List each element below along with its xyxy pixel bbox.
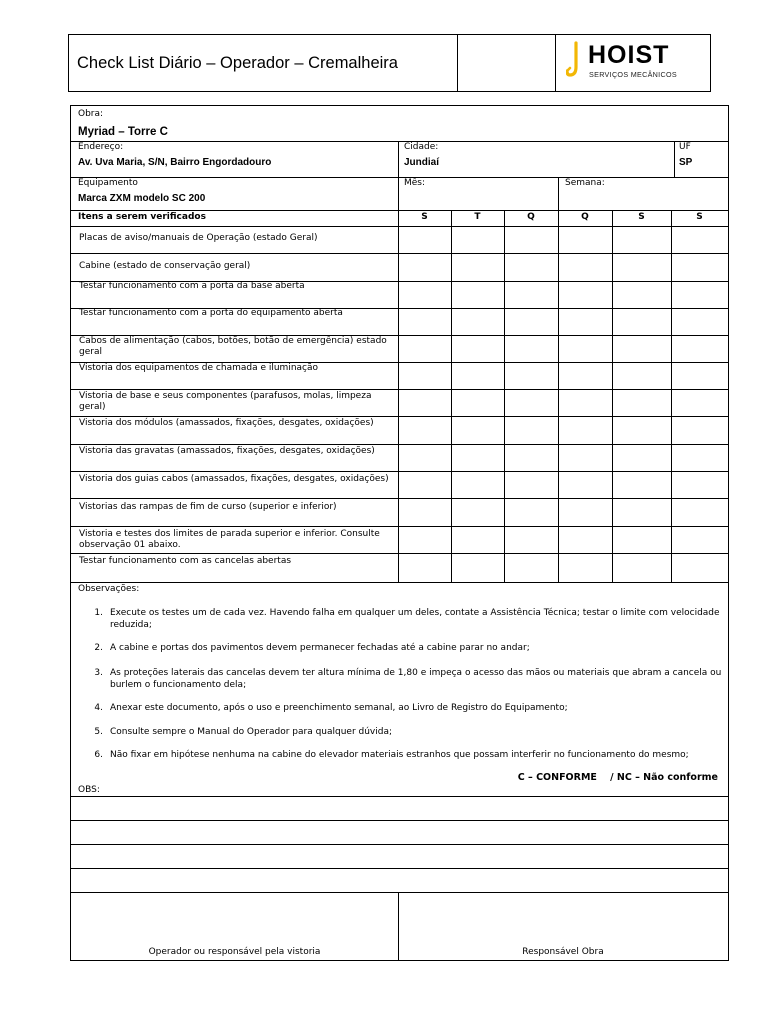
checklist-item: Vistoria de base e seus componentes (parafusos, molas, limpeza geral) (79, 391, 372, 412)
hoist-hook-icon (566, 41, 586, 81)
endereco-label: Endereço: (78, 142, 124, 152)
cidade-value: Jundiaí (404, 157, 440, 168)
equipamento-value: Marca ZXM modelo SC 200 (78, 193, 206, 204)
header-blank-cell (458, 35, 556, 91)
observation-text: Consulte sempre o Manual do Operador para qualquer dúvida; (110, 727, 393, 737)
signature-site-manager: Responsável Obra (522, 947, 604, 957)
observation-text: Não fixar em hipótese nenhuma na cabine do elevador materiais estranhos que possam interferir no funcionamento do mesmo; (110, 750, 689, 760)
checklist-item: Vistoria e testes dos limites de parada superior e inferior. Consulte observação 01 abaixo. (79, 529, 380, 550)
checklist-item: Placas de aviso/manuais de Operação (estado Geral) (79, 233, 318, 243)
obra-value: Myriad – Torre C (78, 126, 168, 138)
logo-brand: HOIST (588, 41, 670, 69)
logo-subtitle: SERVIÇOS MECÂNICOS (589, 70, 677, 79)
observation-number: 2. (94, 643, 103, 653)
items-header: Itens a serem verificados (78, 212, 206, 222)
observation-text: Anexar este documento, após o uso e preenchimento semanal, ao Livro de Registro do Equipamento; (110, 703, 568, 713)
signature-operator: Operador ou responsável pela vistoria (148, 947, 321, 957)
semana-label: Semana: (565, 178, 605, 188)
checklist-item: Cabine (estado de conservação geral) (79, 261, 251, 271)
checklist-item: Cabos de alimentação (cabos, botões, botão de emergência) estado geral (79, 336, 387, 357)
mes-label: Mês: (404, 178, 426, 188)
obs-label: OBS: (78, 785, 100, 795)
equipamento-label: Equipamento (78, 178, 138, 188)
checklist-item: Testar funcionamento com as cancelas abertas (79, 556, 292, 566)
checklist-item: Vistoria dos equipamentos de chamada e iluminação (79, 363, 319, 373)
observation-number: 6. (94, 750, 103, 760)
day-header: S (696, 212, 703, 222)
cidade-label: Cidade: (404, 142, 439, 152)
observation-number: 5. (94, 727, 103, 737)
checklist-item: Vistorias das rampas de fim de curso (superior e inferior) (79, 502, 337, 512)
uf-label: UF (679, 142, 691, 152)
uf-value: SP (679, 157, 693, 168)
checklist-item: Testar funcionamento com a porta do equipamento aberta (79, 308, 343, 318)
day-header: T (474, 212, 481, 222)
checklist-item: Testar funcionamento com a porta da base aberta (79, 281, 305, 291)
checklist-item: Vistoria dos guias cabos (amassados, fixações, desgates, oxidações) (79, 474, 389, 484)
observation-number: 1. (94, 608, 103, 618)
day-header: S (638, 212, 645, 222)
obra-label: Obra: (78, 109, 104, 119)
day-header: Q (581, 212, 589, 222)
hoist-logo (557, 35, 710, 91)
endereco-value: Av. Uva Maria, S/N, Bairro Engordadouro (78, 157, 272, 168)
checklist-form (70, 105, 729, 961)
document-header (68, 34, 711, 92)
observation-text: A cabine e portas dos pavimentos devem permanecer fechadas até a cabine parar no andar; (110, 643, 530, 653)
observation-number: 4. (94, 703, 103, 713)
day-header: Q (527, 212, 535, 222)
conformity-legend: C – CONFORME / NC – Não conforme (517, 772, 718, 783)
observation-text: As proteções laterais das cancelas devem ter altura mínima de 1,80 e impeça o acesso das mãos ou materiais que abram a cancela ou burlem o funcionamento dela; (110, 668, 722, 690)
day-header: S (421, 212, 428, 222)
observacoes-label: Observações: (78, 584, 140, 594)
checklist-item: Vistoria dos módulos (amassados, fixações, desgates, oxidações) (79, 418, 374, 428)
observation-number: 3. (94, 668, 103, 678)
document-title: Check List Diário – Operador – Cremalheira (69, 35, 458, 91)
observation-text: Execute os testes um de cada vez. Havendo falha em qualquer um deles, contate a Assistência Técnica; testar o limite com velocidade reduzida; (110, 608, 720, 630)
checklist-item: Vistoria das gravatas (amassados, fixações, desgates, oxidações) (79, 446, 375, 456)
